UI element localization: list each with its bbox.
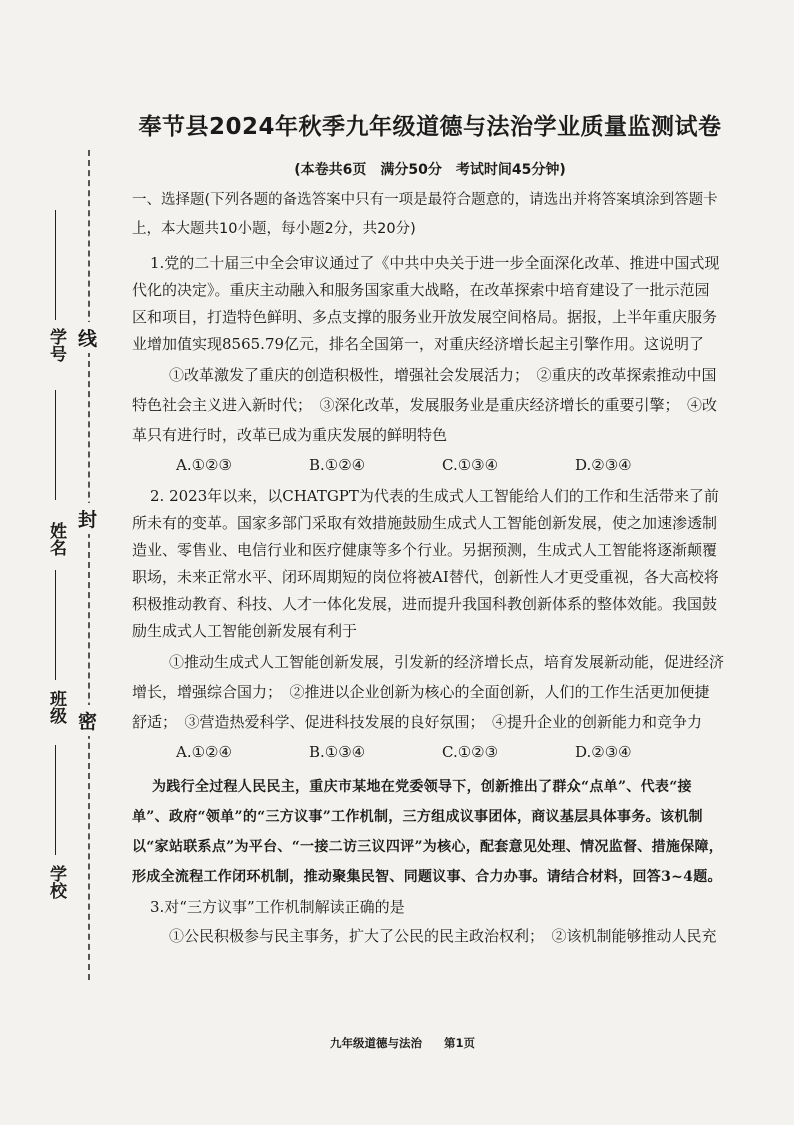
question-1-choices [132, 450, 724, 483]
question-3-options: ①公民积极参与民主事务，扩大了公民的民主政治权利； ②该机制能够推动人民充 [169, 927, 717, 945]
choice-a[interactable]: A.①②③ [176, 456, 232, 474]
student-id-label: 学号 [46, 328, 66, 362]
school-line[interactable] [55, 745, 56, 855]
choice-c[interactable]: C.①③④ [442, 456, 499, 474]
question-1-stem: 1.党的二十届三中全会审议通过了《中共中央关于进一步全面深化改革、推进中国式现代化的决定》。重庆主动融入和服务国家重大战略，在改革探索中培育建设了一批示范园区和项目，打造特色鲜明、多点支撑的服务业开放发展空间格局。据报，上半年重庆服务业增加值实现8565.79亿元，排名全国第一，对重庆经济增长起主引擎作用。这说明了 [132, 254, 720, 353]
page-footer [330, 1035, 475, 1051]
choice-c[interactable]: C.①②③ [442, 743, 499, 761]
choice-d[interactable]: D.②③④ [575, 743, 632, 761]
exam-info: (本卷共6页 满分50分 考试时间45分钟) [294, 162, 566, 178]
class-line[interactable] [55, 570, 56, 680]
question-2-stem: 2. 2023年以来，以CHATGPT为代表的生成式人工智能给人们的工作和生活带来了前所未有的变革。国家多部门采取有效措施鼓励生成式人工智能创新发展，使之加速渗透制造业、零售业、电信行业和医疗健康等多个行业。另据预测，生成式人工智能将逐渐颠覆职场，未来正常水平、闭环周期短的岗位将被AI替代，创新性人才更受重视，各大高校将积极推动教育、科技、人才一体化发展，进而提升我国科教创新体系的整体效能。我国鼓励生成式人工智能创新发展有利于 [132, 487, 719, 640]
footer-subject: 九年级道德与法治 [330, 1036, 422, 1050]
exam-content [132, 186, 724, 951]
reading-material: 为践行全过程人民民主，重庆市某地在党委领导下，创新推出了群众“点单”、代表“接单”、政府“领单”的“三方议事”工作机制，三方组成议事团体，商议基层具体事务。该机制以“家站联系点”为平台、“一接二访三议四评”为核心，配套意见处理、情况监督、措施保障，形成全流程工作闭环机制，推动聚集民智、同题议事、合力办事。请结合材料，回答3~4题。 [132, 779, 724, 885]
student-id-line[interactable] [55, 210, 56, 320]
footer-page-number: 第1页 [444, 1036, 476, 1050]
seal-char-feng: 封 [78, 503, 97, 534]
class-label: 班级 [46, 690, 66, 724]
binding-dashed-line [88, 150, 90, 980]
choice-d[interactable]: D.②③④ [575, 456, 632, 474]
choice-a[interactable]: A.①②④ [176, 743, 232, 761]
choice-b[interactable]: B.①③④ [309, 743, 366, 761]
name-line[interactable] [55, 390, 56, 500]
question-2-options: ①推动生成式人工智能创新发展，引发新的经济增长点，培育发展新动能，促进经济增长，增强综合国力； ②推进以企业创新为核心的全面创新，人们的工作生活更加便捷舒适； ③营造热爱科学、促进科技发展的良好氛围； ④提升企业的创新能力和竞争力 [132, 653, 725, 731]
question-2-choices [132, 737, 724, 770]
seal-char-mi: 密 [78, 705, 97, 736]
question-3-stem: 3.对“三方议事”工作机制解读正确的是 [150, 898, 405, 916]
question-1-options: ①改革激发了重庆的创造积极性，增强社会发展活力； ②重庆的改革探索推动中国特色社会主义进入新时代； ③深化改革，发展服务业是重庆经济增长的重要引擎； ④改革只有进行时，改革已成为重庆发展的鲜明特色 [132, 366, 718, 444]
page-title: 奉节县2024年秋季九年级道德与法治学业质量监测试卷 [138, 114, 722, 140]
seal-char-xian: 线 [78, 322, 97, 353]
school-label: 学校 [46, 865, 66, 899]
section-heading: 一、选择题(下列各题的备选答案中只有一项是最符合题意的，请选出并将答案填涂到答题卡上，本大题共10小题，每小题2分，共20分) [132, 192, 718, 237]
name-label: 姓名 [46, 522, 66, 556]
choice-b[interactable]: B.①②④ [309, 456, 366, 474]
